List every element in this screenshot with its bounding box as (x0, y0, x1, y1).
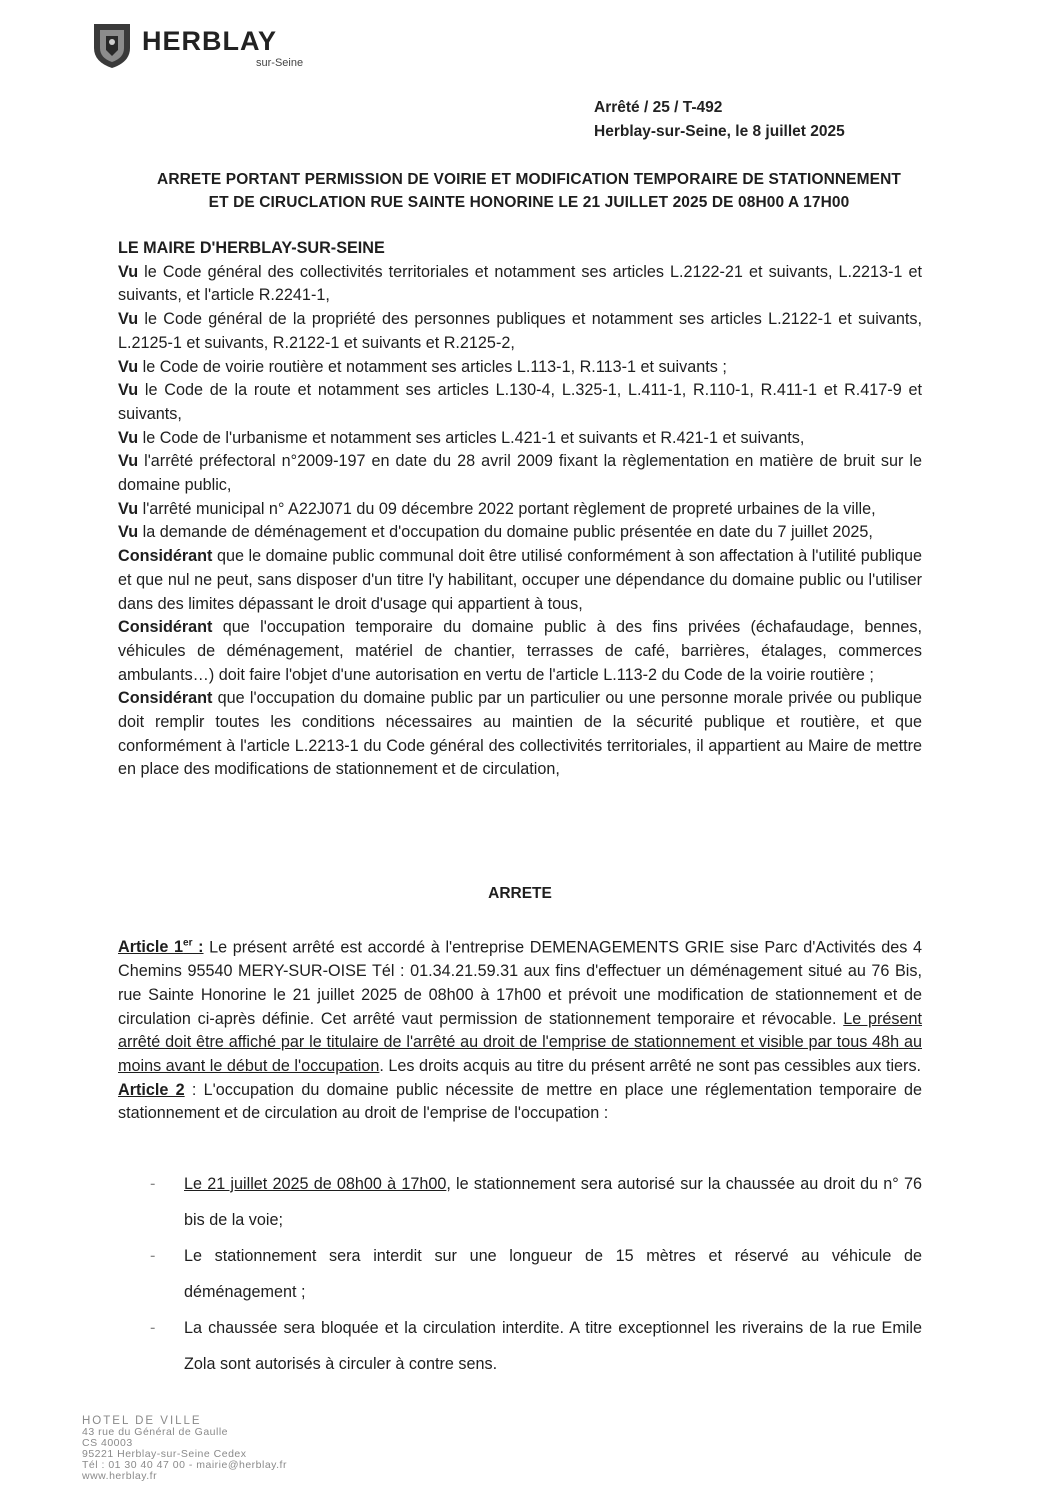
considerant-label: Considérant (118, 547, 213, 566)
measure-text: , le stationnement sera autorisé sur la chaussée au droit du n° 76 bis de la voie; (184, 1175, 922, 1229)
title-line-2: ET DE CIRUCLATION RUE SAINTE HONORINE LE 21 JUILLET 2025 DE 08H00 A 17H00 (208, 194, 850, 211)
vu-paragraph (118, 261, 922, 308)
considerant-text: que le domaine public communal doit être utilisé conformément à son affectation à l'utilité publique et que nul ne peut, sans disposer d'un titre l'y habilitant, occuper une dépendance du domaine public ou l'utiliser dans des limites dépassant le droit d'usage qui appartient à tous, (118, 547, 922, 613)
considerant-paragraph (118, 545, 922, 616)
considerant-label: Considérant (118, 689, 213, 708)
reference-block (594, 96, 845, 144)
article-2 (118, 1079, 922, 1126)
vu-label: Vu (118, 452, 139, 471)
vu-paragraph (118, 498, 922, 522)
dash-bullet: - (150, 1247, 156, 1265)
vu-text: la demande de déménagement et d'occupation du domaine public présentée en date du 7 juillet 2025, (138, 523, 873, 542)
vu-text: le Code de la route et notamment ses articles L.130-4, L.325-1, L.411-1, R.110-1, R.411-1 et R.417-9 et suivants, (118, 381, 922, 423)
vu-label: Vu (118, 428, 139, 447)
vu-paragraph (118, 450, 922, 497)
footer-line: 43 rue du Général de Gaulle (82, 1426, 229, 1438)
considerant-paragraph (118, 687, 922, 782)
vu-text: l'arrêté préfectoral n°2009-197 en date du 28 avril 2009 fixant la règlementation en matière de bruit sur le domaine public, (118, 452, 922, 495)
city-logo (88, 18, 318, 78)
logo-subtitle: sur-Seine (256, 57, 304, 69)
article-1 (118, 932, 922, 1079)
footer-address (82, 1416, 287, 1482)
considerant-text: que l'occupation temporaire du domaine public à des fins privées (échafaudage, bennes, véhicules de déménagement, matériel de chantier, terrasses de café, barrières, étalages, commerces ambulants…) doit faire l'objet d'une autorisation en vertu de l'article L.113-2 du Code de la voirie routière ; (118, 618, 922, 684)
vu-text: le Code général de la propriété des personnes publiques et notamment ses articles L.2122-1 et suivants, L.2125-1 et suivants, R.2122-1 et suivants et R.2125-2, (118, 310, 922, 352)
footer-line: CS 40003 (82, 1437, 133, 1449)
vu-label: Vu (118, 357, 139, 376)
measure-text: Le stationnement sera interdit sur une longueur de 15 mètres et réservé au véhicule de déménagement ; (184, 1247, 922, 1301)
article-1-tail: . Les droits acquis au titre du présent arrêté ne sont pas cessibles aux tiers. (379, 1056, 922, 1075)
vu-text: l'arrêté municipal n° A22J071 du 09 décembre 2022 portant règlement de propreté urbaines de la ville, (138, 499, 876, 518)
footer-line: 95221 Herblay-sur-Seine Cedex (82, 1448, 247, 1460)
dash-bullet: - (150, 1175, 156, 1193)
article-1-label: Article 1er : (118, 938, 204, 957)
arrete-heading: ARRETE (488, 885, 552, 902)
list-item (150, 1310, 922, 1382)
vu-label: Vu (118, 499, 139, 518)
footer-line: www.herblay.fr (82, 1470, 158, 1482)
list-item (150, 1166, 922, 1238)
vu-label: Vu (118, 310, 139, 329)
vu-text: le Code général des collectivités territoriales et notamment ses articles L.2122-21 et suivants, L.2213-1 et suivants, et l'article R.2241-1, (118, 262, 922, 305)
place-date: Herblay-sur-Seine, le 8 juillet 2025 (594, 123, 845, 140)
vu-paragraph (118, 521, 922, 545)
considerant-text: que l'occupation du domaine public par un particulier ou une personne morale privée ou publique doit remplir toutes les conditions nécessaires au maintien de la sécurité publique et routière, et que conformément à l'article L.2213-1 du Code général des collectivités territoriales, il appartient au Maire de mettre en place des modifications de stationnement et de circulation, (118, 689, 922, 779)
dash-bullet: - (150, 1319, 156, 1337)
article-2-label: Article 2 (118, 1080, 185, 1099)
decree-number: Arrêté / 25 / T-492 (594, 99, 723, 116)
city-crest-icon (88, 20, 136, 70)
title-line-1: ARRETE PORTANT PERMISSION DE VOIRIE ET MODIFICATION TEMPORAIRE DE STATIONNEMENT (157, 171, 901, 188)
mayor-heading: LE MAIRE D'HERBLAY-SUR-SEINE (118, 239, 385, 257)
article-2-text: : L'occupation du domaine public nécessite de mettre en place une réglementation temporaire de stationnement et de circulation au droit de l'emprise de l'occupation : (118, 1080, 923, 1123)
footer-line: HOTEL DE VILLE (82, 1415, 202, 1427)
document-title (118, 168, 940, 214)
list-item (150, 1238, 922, 1310)
vu-paragraph (118, 308, 922, 355)
measures-list (150, 1166, 922, 1382)
vu-paragraph (118, 356, 922, 380)
measure-text: La chaussée sera bloquée et la circulation interdite. A titre exceptionnel les riverains de la rue Emile Zola sont autorisés à circuler à contre sens. (184, 1319, 922, 1373)
vu-text: le Code de l'urbanisme et notamment ses articles L.421-1 et suivants et R.421-1 et suivants, (138, 428, 805, 447)
preamble (118, 237, 922, 782)
considerant-label: Considérant (118, 618, 213, 637)
vu-label: Vu (118, 381, 139, 400)
logo-name: HERBLAY (142, 26, 278, 56)
vu-label: Vu (118, 523, 139, 542)
measure-date: Le 21 juillet 2025 de 08h00 à 17h00 (184, 1175, 447, 1193)
article-1-text: Le présent arrêté est accordé à l'entreprise DEMENAGEMENTS GRIE sise Parc d'Activités des 4 Chemins 95540 MERY-SUR-OISE Tél : 01.34.21.59.31 aux fins d'effectuer un déménagement situé au 76 Bis, rue Sainte Honorine le 21 juillet 2025 de 08h00 à 17h00 et prévoit une modification de stationnement et de circulation ci-après définie. Cet arrêté vaut permission de stationnement temporaire et révocable. (118, 938, 922, 1028)
vu-paragraph (118, 427, 922, 451)
considerant-paragraph (118, 616, 922, 687)
vu-paragraph (118, 379, 922, 426)
vu-text: le Code de voirie routière et notamment ses articles L.113-1, R.113-1 et suivants ; (138, 357, 727, 376)
article-1-underlined: Le présent arrêté doit être affiché par le titulaire de l'arrêté au droit de l'emprise de stationnement et visible par tous 48h au moins avant le début de l'occupation (118, 1009, 922, 1075)
articles (118, 932, 922, 1126)
footer-line: Tél : 01 30 40 47 00 - mairie@herblay.fr (82, 1459, 287, 1471)
vu-label: Vu (118, 262, 139, 281)
